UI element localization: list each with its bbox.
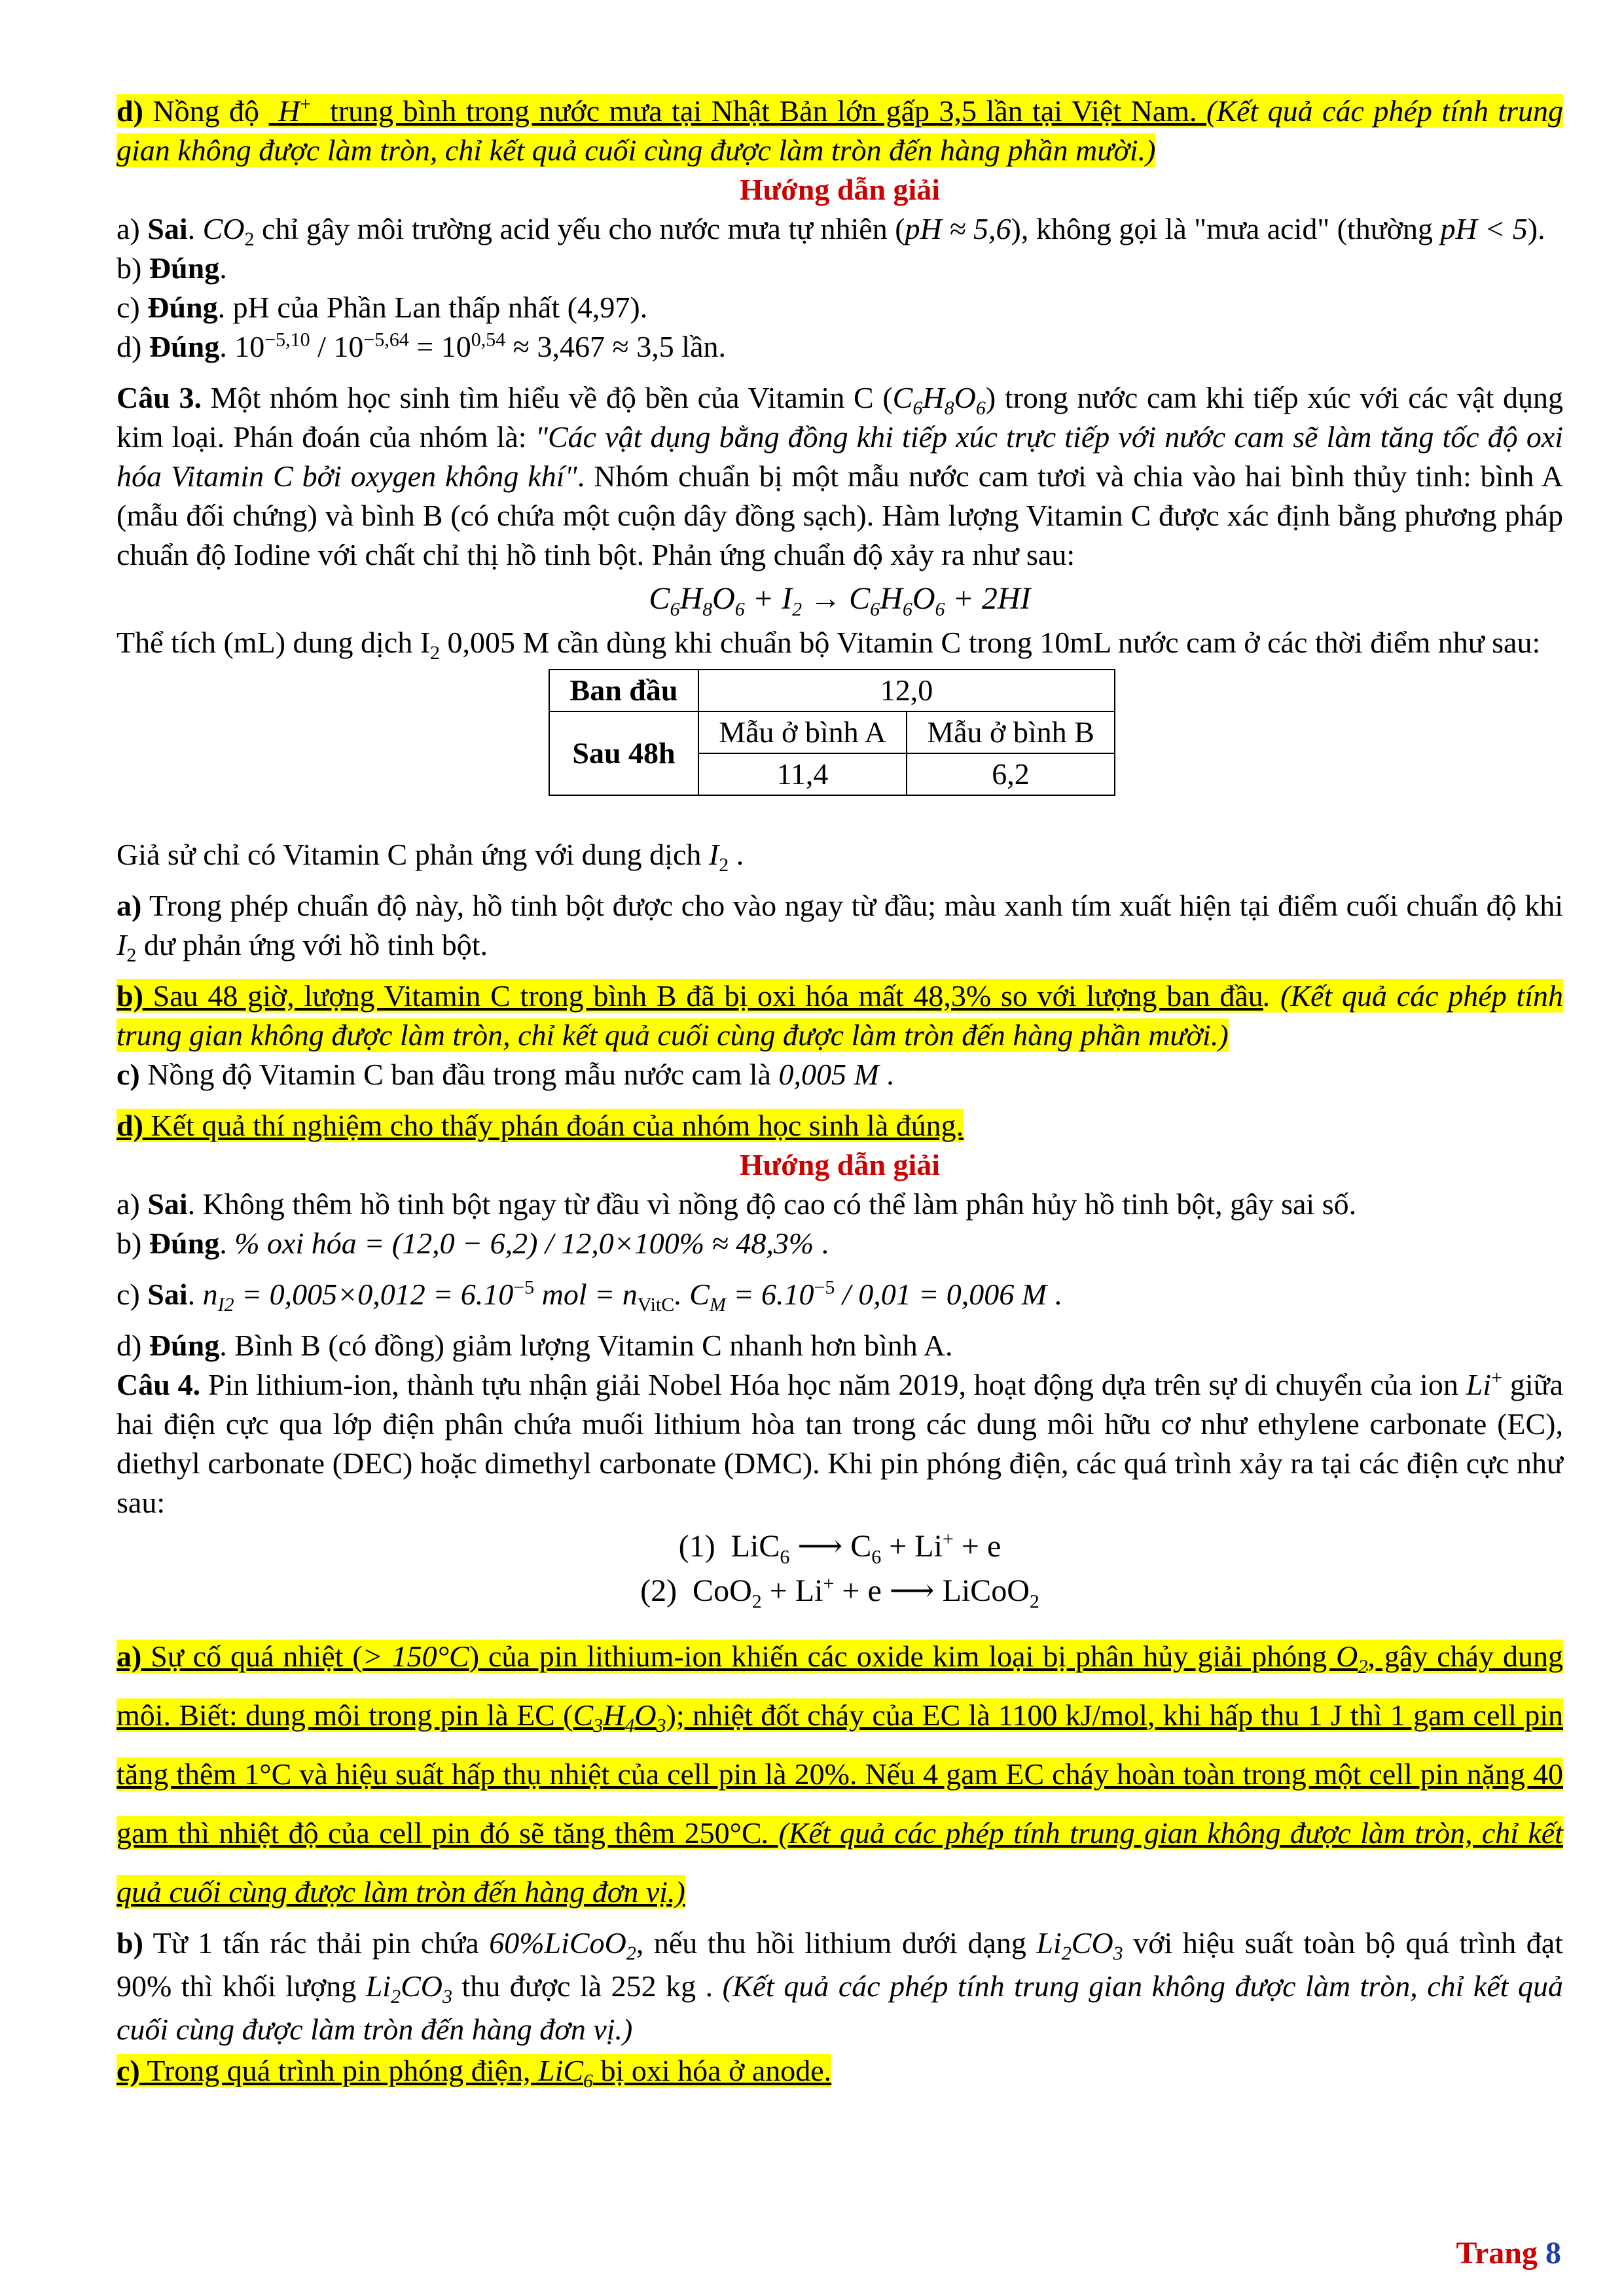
- item-label: d): [117, 1109, 143, 1142]
- item-label: b): [117, 1227, 149, 1260]
- answer-c-q3: [117, 1275, 1563, 1314]
- math: I: [708, 838, 719, 871]
- table-cell: 12,0: [698, 670, 1115, 711]
- math: 60%LiCoO$_2$: [489, 1926, 636, 1965]
- text: .: [219, 251, 227, 285]
- item-label: a): [117, 1187, 148, 1221]
- answer-b-prev: [117, 249, 1563, 288]
- text: , nếu thu hồi lithium dưới dạng: [636, 1926, 1037, 1960]
- math: CO: [202, 212, 245, 245]
- math: $C_3H_4O_3$: [573, 1698, 666, 1737]
- answer-blank: 250°C: [684, 1816, 762, 1850]
- table-cell: Ban đầu: [549, 670, 698, 711]
- text: Trong quá trình pin phóng điện,: [139, 2054, 538, 2087]
- answer-b-q3: [117, 1224, 1563, 1263]
- math: pH < 5: [1440, 212, 1528, 245]
- item-label: c): [117, 1278, 148, 1311]
- table-cell: 11,4: [698, 753, 907, 795]
- page-content: [117, 92, 1563, 2090]
- text: dư phản ứng với hồ tinh bột.: [136, 928, 488, 961]
- statement-b-q4: [117, 1922, 1563, 2051]
- verdict: Đúng: [147, 291, 218, 324]
- statement-c-q3: [117, 1055, 1563, 1094]
- answer-d-prev: [117, 327, 1563, 367]
- sub: 2: [244, 228, 255, 251]
- guide-heading-1: Hướng dẫn giải: [739, 173, 941, 206]
- item-label: d): [117, 1329, 149, 1362]
- math: = 10: [408, 330, 471, 363]
- text: .: [814, 1227, 829, 1260]
- item-label: b): [117, 979, 143, 1013]
- hypothesis-quote: "Các vật dụng bằng đồng khi tiếp xúc trực tiếp với nước cam sẽ làm tăng tốc độ oxi hóa Vitamin C bởi oxygen không khí": [117, 420, 1564, 493]
- text: .: [219, 1227, 235, 1260]
- math: LiC$_6$: [538, 2054, 594, 2092]
- item-label: a): [117, 889, 142, 922]
- text: Sự cố quá nhiệt (: [141, 1640, 363, 1673]
- text: ), không gọi là "mưa acid" (thường: [1011, 212, 1441, 245]
- item-label: c): [117, 2054, 140, 2087]
- verdict: Đúng: [149, 251, 220, 285]
- text: . Nếu: [849, 1757, 924, 1791]
- item-label: b): [117, 1926, 143, 1960]
- sup: +: [1491, 1367, 1502, 1389]
- table-row: [549, 670, 1115, 711]
- answer-blank: 1 gam: [1390, 1698, 1466, 1732]
- math: pH ≈ 5,6: [905, 212, 1011, 245]
- page-num: 8: [1545, 2236, 1561, 2270]
- text: ).: [1527, 212, 1545, 245]
- verdict: Đúng: [149, 1227, 220, 1260]
- titration-volume-table: [549, 669, 1115, 796]
- text: Nồng độ: [143, 94, 269, 128]
- math: > 150°C: [362, 1640, 469, 1673]
- text: 0,005 M cần dùng khi chuẩn bộ Vitamin C trong 10mL nước cam ở các thời điểm như sau:: [440, 626, 1541, 659]
- answer-blank: 1100 kJ/mol: [998, 1698, 1147, 1732]
- answer-d-q3: [117, 1326, 1563, 1365]
- math: H: [278, 94, 300, 128]
- text: , khi hấp thu: [1147, 1698, 1308, 1732]
- sup: −5: [814, 1276, 835, 1299]
- rounding-note: (Kết quả các phép tính trung gian không được làm tròn, chỉ kết quả cuối cùng được làm tròn đến hàng phần mười.): [117, 94, 1563, 167]
- blank-h-plus: [269, 94, 321, 128]
- math: $O_2$: [1336, 1640, 1368, 1678]
- question-4: [117, 1365, 1563, 1522]
- item-label: c): [117, 291, 148, 324]
- page-label: Trang: [1456, 2236, 1545, 2270]
- text: cell pin tăng thêm: [117, 1698, 1563, 1791]
- text: .: [696, 1969, 723, 2003]
- statement-b-q3: [117, 977, 1563, 1055]
- text: .: [729, 838, 744, 871]
- text: thì nhiệt độ của cell pin đó sẽ tăng thêm: [168, 1816, 685, 1850]
- sup: −5: [513, 1276, 535, 1299]
- assumption: [117, 835, 1563, 874]
- electrode-equation-2: (2) CoO$_2$ + Li+ + e ⟶ LiCoO$_2$: [640, 1573, 1039, 1613]
- text: .: [187, 1278, 203, 1311]
- math: % oxi hóa = (12,0 − 6,2) / 12,0×100% ≈ 48,3%: [234, 1227, 814, 1260]
- math: / 0,01 = 0,006 M: [835, 1278, 1047, 1311]
- text: chỉ gây môi trường acid yếu cho nước mưa tự nhiên (: [254, 212, 905, 245]
- text: ) của pin lithium-ion khiến các oxide kim loại bị phân hủy giải phóng: [469, 1640, 1337, 1673]
- text: . Nhóm chuẩn bị một mẫu nước cam tươi và chia vào hai bình thủy tinh: bình A (mẫu đối chứng) và bình B (có chứa một cuộn dây đồng sạch). Hàm lượng Vitamin C được xác định bằng phương pháp chuẩn độ Iodine với chất chỉ thị hồ tinh bột. Phản ứng chuẩn độ xảy ra như sau:: [117, 459, 1563, 571]
- text: Từ 1 tấn rác thải pin chứa: [143, 1926, 490, 1960]
- text: thu được là: [452, 1969, 611, 2003]
- table-row: [549, 711, 1115, 753]
- text: lần.: [674, 330, 726, 363]
- highlight: [117, 94, 1563, 167]
- math: 90%: [117, 1969, 172, 2003]
- text: . pH của Phần Lan thấp nhất (4,97).: [217, 291, 648, 324]
- text: bị oxi hóa ở anode.: [593, 2054, 832, 2087]
- question-label: Câu 4.: [117, 1368, 201, 1401]
- text: và hiệu suất hấp thụ nhiệt của cell pin là: [291, 1757, 795, 1791]
- sub: 2: [719, 854, 729, 876]
- text: giữa hai điện cực qua lớp điện phân chứa muối lithium hòa tan trong các dung môi hữu cơ như ethylene carbonate (EC), diethyl carbonate (DEC) hoặc dimethyl carbonate (DMC). Khi pin phóng điện, các quá trình xảy ra tại các điện cực như sau:: [117, 1368, 1563, 1519]
- table-cell: Mẫu ở bình A: [698, 711, 907, 753]
- text: với hiệu suất toàn bộ quá trình đạt: [1123, 1926, 1564, 1960]
- text: so với lượng ban đầu: [991, 979, 1263, 1013]
- statement-a-q3: [117, 886, 1563, 965]
- text: . Bình B (có đồng) giảm lượng Vitamin C nhanh hơn bình A.: [219, 1329, 953, 1362]
- guide-heading-2: Hướng dẫn giải: [739, 1148, 941, 1181]
- text: Sau 48 giờ, lượng Vitamin C trong bình B đã bị oxi hóa mất: [143, 979, 914, 1013]
- math: n: [202, 1278, 218, 1311]
- text: .: [1047, 1278, 1062, 1311]
- highlight: [117, 979, 1563, 1052]
- sup: 0,54: [471, 329, 506, 351]
- item-label: c): [117, 1058, 140, 1091]
- verdict: Sai: [147, 212, 188, 245]
- item-label: a): [117, 212, 148, 245]
- rounding-note: . (Kết quả các phép tính trung gian không được làm tròn, chỉ kết quả cuối cùng được làm tròn đến hàng phần mười.): [117, 979, 1563, 1052]
- math: 252 kg: [611, 1969, 696, 2003]
- question-3: [117, 378, 1563, 575]
- item-label: a): [117, 1640, 142, 1673]
- item-label: d): [117, 94, 143, 128]
- answer-blank: 48,3%: [913, 979, 992, 1013]
- text: EC cháy hoàn toàn trong một cell pin nặng: [998, 1757, 1534, 1791]
- answer-blank: 1°C: [244, 1757, 292, 1791]
- math: Li: [1466, 1368, 1492, 1401]
- math: = 6.10: [725, 1278, 814, 1311]
- text: . Không thêm hồ tinh bột ngay từ đầu vì nồng độ cao có thể làm phân hủy hồ tinh bột, gây sai số.: [187, 1187, 1357, 1221]
- statement-d-q3: [117, 1106, 1563, 1145]
- rounding-note: . (Kết quả các phép tính trung gian không được làm tròn, chỉ kết quả cuối cùng được làm tròn đến hàng đơn vị.): [117, 1816, 1563, 1909]
- rounding-note: (Kết quả các phép tính trung gian không được làm tròn, chỉ kết quả cuối cùng được làm tròn đến hàng đơn vị.): [117, 1969, 1564, 2046]
- math: 10: [234, 330, 265, 363]
- volume-intro: [117, 623, 1563, 662]
- answer-c-prev: [117, 288, 1563, 327]
- verdict: Sai: [147, 1278, 188, 1311]
- text: Trong phép chuẩn độ này, hồ tinh bột được cho vào ngay từ đầu; màu xanh tím xuất hiện tại điểm cuối chuẩn độ khi: [141, 889, 1563, 922]
- answer-blank: 20%: [794, 1757, 850, 1791]
- math: $Li_2CO_3$: [365, 1969, 452, 2008]
- text: trung bình trong nước mưa tại Nhật Bản lớn gấp 3,5 lần tại Việt Nam.: [320, 94, 1206, 128]
- sup: −5,10: [264, 329, 310, 351]
- page-number: [1456, 2235, 1561, 2271]
- text: .: [187, 212, 203, 245]
- formula-vitamin-c: $C_6H_8O_6$: [892, 381, 986, 420]
- text: , gây cháy dung môi. Biết: dung môi trong pin là EC (: [117, 1640, 1563, 1732]
- text: Nồng độ Vitamin C ban đầu trong mẫu nước cam là: [139, 1058, 779, 1091]
- item-label: b): [117, 251, 149, 285]
- table-cell: Sau 48h: [549, 711, 698, 795]
- text: Một nhóm học sinh tìm hiểu về độ bền của Vitamin C (: [201, 381, 893, 414]
- titration-equation: $C_6H_8O_6 + I_2 \to C_6H_6O_6 + 2HI$: [649, 581, 1031, 620]
- item-label: d): [117, 330, 149, 363]
- verdict: Đúng: [149, 1329, 220, 1362]
- text: Pin lithium-ion, thành tựu nhận giải Nobel Hóa học năm 2019, hoạt động dựa trên sự di chuyển của ion: [200, 1368, 1466, 1401]
- table-cell: 6,2: [907, 753, 1115, 795]
- math: ≈ 3,467 ≈ 3,5: [505, 330, 674, 363]
- answer-a-q3: [117, 1185, 1563, 1224]
- math: I: [117, 928, 127, 961]
- text: Kết quả thí nghiệm cho thấy phán đoán của nhóm học sinh là đúng.: [143, 1109, 964, 1142]
- text: thì khối lượng: [171, 1969, 366, 2003]
- electrode-equation-1: (1) LiC$_6$ ⟶ $C_6 + Li^+ + e$: [678, 1528, 1001, 1568]
- sub: M: [709, 1294, 726, 1316]
- sup: +: [300, 93, 312, 115]
- statement-a-q4: [117, 1627, 1563, 1922]
- text: .: [878, 1058, 894, 1091]
- highlight: [117, 1109, 964, 1142]
- verdict: Đúng: [149, 330, 220, 363]
- text: ) trong nước cam khi tiếp xúc với các vật dụng kim loại. Phán đoán của nhóm là:: [117, 381, 1563, 454]
- answer-blank: 1 J: [1307, 1698, 1343, 1732]
- math: mol = n: [534, 1278, 638, 1311]
- math: = 0,005×0,012 = 6.10: [234, 1278, 514, 1311]
- sub: 2: [126, 944, 137, 967]
- highlight: [117, 2054, 832, 2092]
- text: ); nhiệt đốt cháy của EC là: [666, 1698, 999, 1732]
- text: Thể tích (mL) dung dịch I: [117, 626, 431, 659]
- statement-d-prev: [117, 92, 1563, 170]
- sup: −5,64: [363, 329, 409, 351]
- table-cell: Mẫu ở bình B: [907, 711, 1115, 753]
- verdict: Sai: [147, 1187, 188, 1221]
- math: . C: [674, 1278, 710, 1311]
- math: $Li_2CO_3$: [1036, 1926, 1123, 1965]
- math: 0,005 M: [778, 1058, 879, 1091]
- question-label: Câu 3.: [117, 381, 202, 414]
- sub: I2: [217, 1294, 234, 1316]
- math: / 10: [310, 330, 364, 363]
- highlight: [117, 1640, 1563, 1909]
- text: thì: [1342, 1698, 1390, 1732]
- answer-blank: 40 gam: [117, 1757, 1564, 1850]
- statement-c-q4: [117, 2051, 1563, 2090]
- text: .: [219, 330, 235, 363]
- text: Giả sử chỉ có Vitamin C phản ứng với dung dịch: [117, 838, 709, 871]
- sub: 2: [430, 642, 441, 664]
- sub: VitC: [637, 1294, 675, 1316]
- answer-a-prev: [117, 209, 1563, 249]
- answer-blank: 4 gam: [923, 1757, 998, 1791]
